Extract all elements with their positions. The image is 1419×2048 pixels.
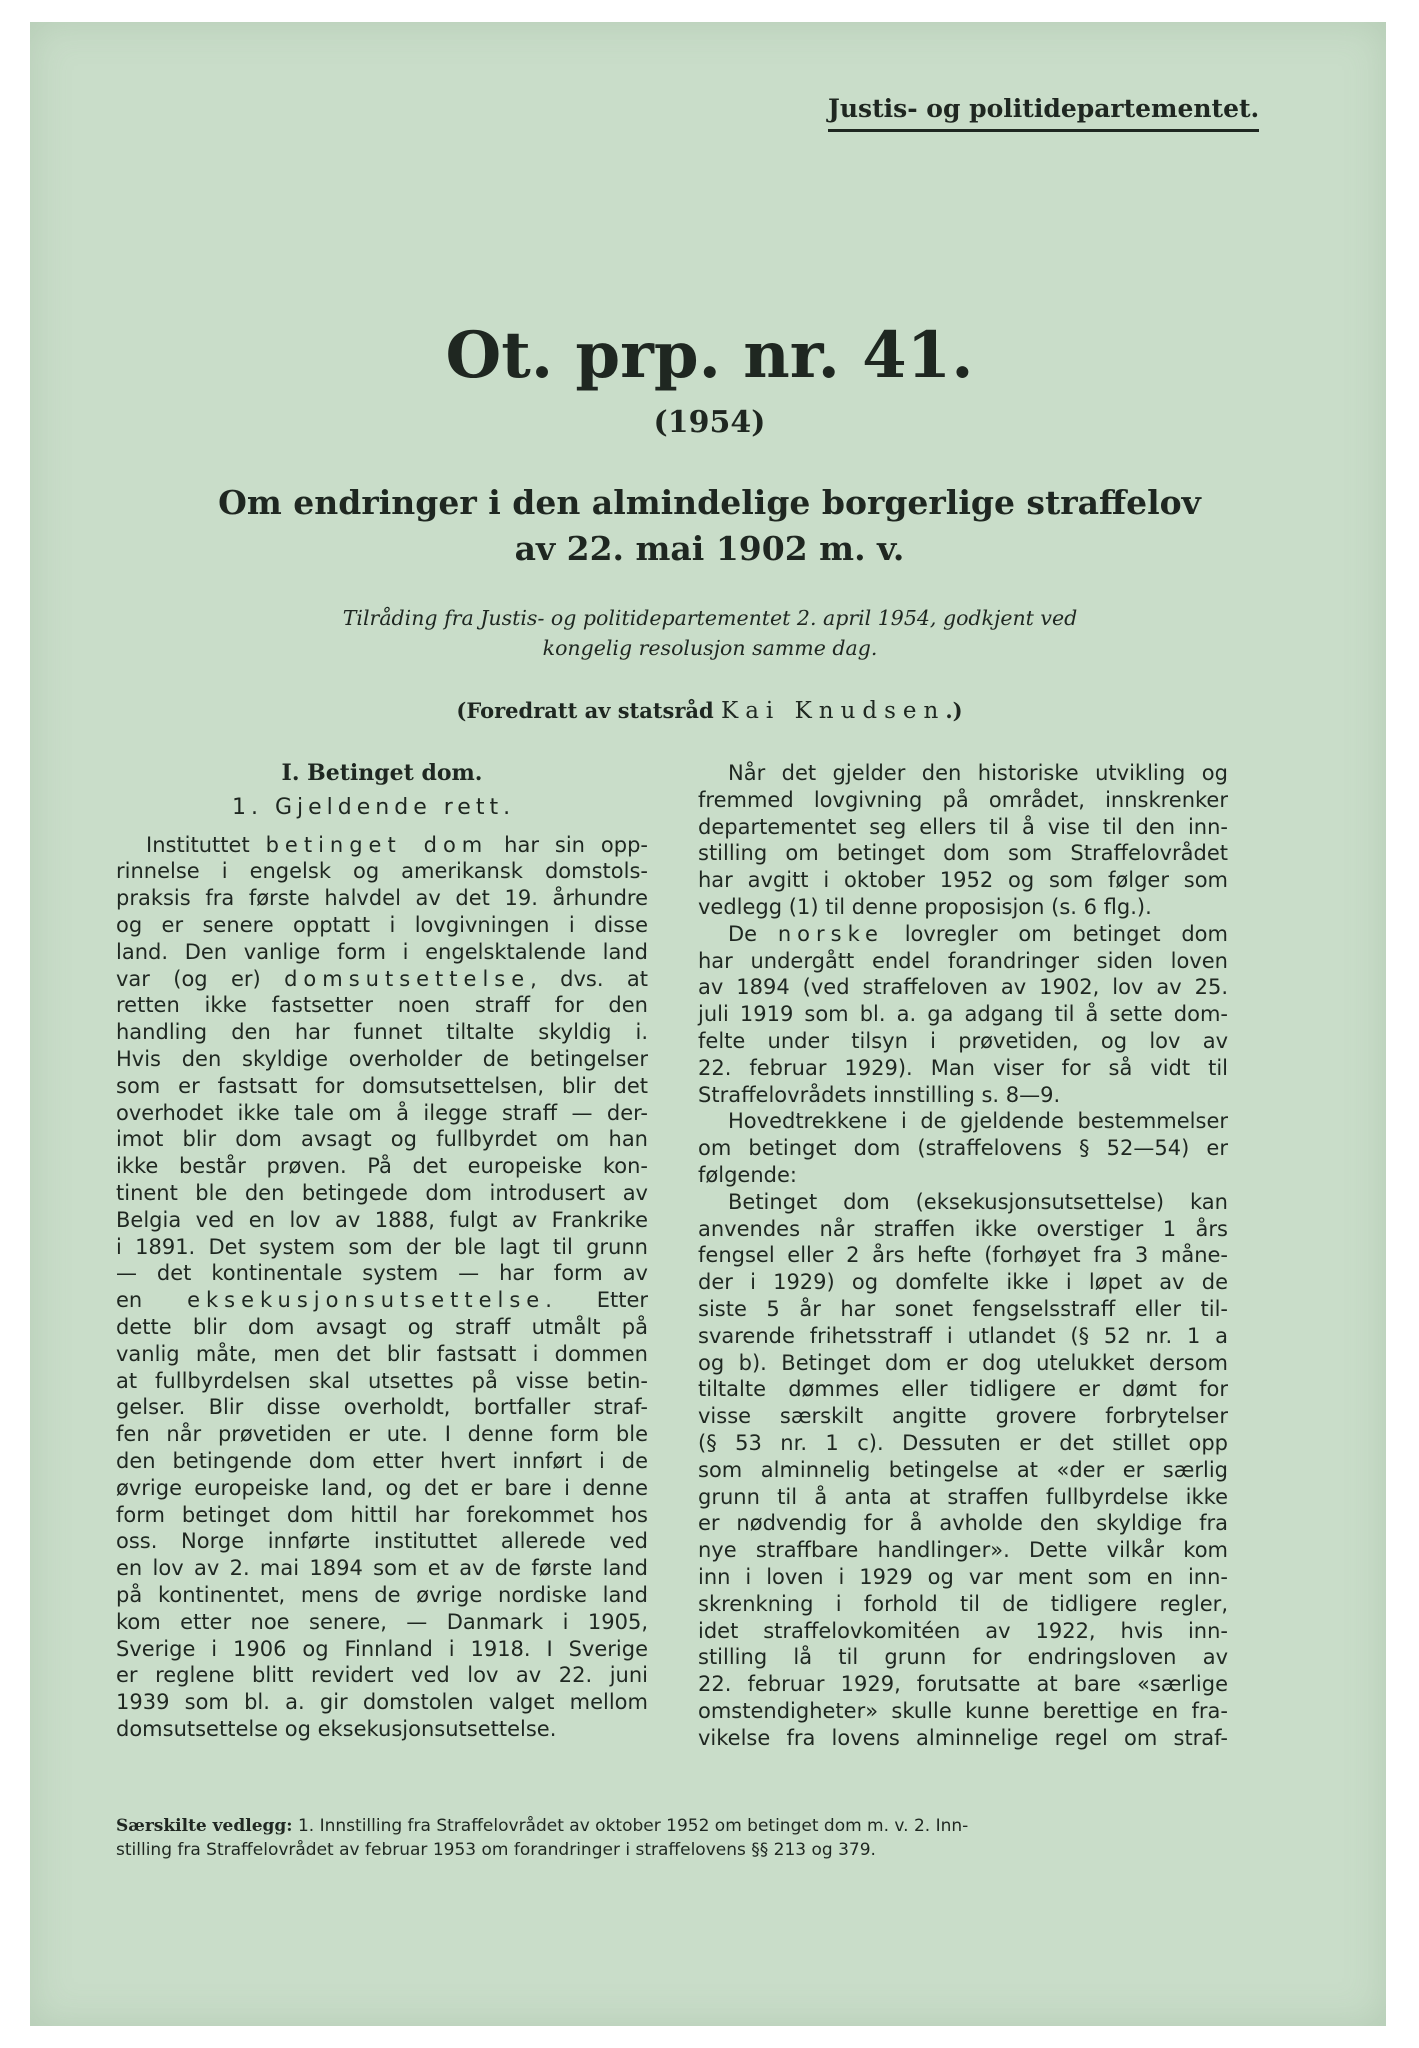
- footnote-label: Særskilte vedlegg:: [116, 1816, 293, 1836]
- emphasis-text: betinget dom: [265, 832, 489, 857]
- footnote-line: stilling fra Straffelovrådet av februar 1953 om forandringer i straffelovens §§ 213 og 379.: [116, 1840, 876, 1860]
- text-line: tiltalte dømmes eller tidligere er dømt for: [698, 1377, 1228, 1402]
- text-line: overhodet ikke tale om å ilegge straff — der-: [116, 1100, 648, 1125]
- text-line: felte under tilsyn i prøvetiden, og lov av: [698, 1028, 1228, 1053]
- document-year: (1954): [653, 405, 766, 440]
- text-line: idet straffelovkomitéen av 1922, hvis inn-: [698, 1618, 1228, 1643]
- text-line: om betinget dom (straffelovens § 52—54) er: [698, 1136, 1228, 1161]
- footnote-line: [116, 1814, 1228, 1838]
- left-column-body: [116, 832, 648, 1743]
- text-line: form betinget dom hittil har forekommet hos: [116, 1502, 648, 1527]
- recommendation-line: Tilråding fra Justis- og politidepartementet 2. april 1954, godkjent ved: [342, 606, 1078, 630]
- footnote: [116, 1814, 1228, 1862]
- section-heading: I. Betinget dom.: [281, 760, 483, 786]
- text-line: er reglene blitt revidert ved lov av 22. juni: [116, 1663, 648, 1688]
- text-line: [116, 1287, 648, 1314]
- text-line: Straffelovrådets innstilling s. 8—9.: [698, 1082, 1061, 1107]
- text-line: stilling lå til grunn for endringsloven av: [698, 1645, 1228, 1670]
- text-line: omstendigheter» skulle kunne berettige en fra-: [698, 1698, 1228, 1723]
- text-line: øvrige europeiske land, og det er bare i denne: [116, 1475, 648, 1500]
- text-span: var (og er): [116, 966, 285, 991]
- text-line: anvendes når straffen ikke overstiger 1 års: [698, 1216, 1228, 1241]
- text-line: og er senere opptatt i lovgivningen i disse: [116, 912, 648, 937]
- subtitle-line: av 22. mai 1902 m. v.: [514, 529, 905, 568]
- text-line: praksis fra første halvdel av det 19. århundre: [116, 886, 648, 911]
- presenter-prefix: (Foredratt av statsråd: [456, 698, 714, 723]
- text-line: kom etter noe senere, — Danmark i 1905,: [116, 1609, 648, 1634]
- text-line: 22. februar 1929). Man viser for så vidt til: [698, 1055, 1228, 1080]
- text-line: grunn til å anta at straffen fullbyrdelse ikke: [698, 1484, 1228, 1509]
- text-line: en lov av 2. mai 1894 som et av de første land: [116, 1556, 648, 1581]
- text-line: vedlegg (1) til denne proposisjon (s. 6 flg.).: [698, 894, 1152, 919]
- text-line: [116, 832, 648, 859]
- footnote-text: 1. Innstilling fra Straffelovrådet av oktober 1952 om betinget dom m. v. 2. Inn-: [297, 1816, 969, 1836]
- subsection-heading: 1. Gjeldende rett.: [232, 794, 516, 820]
- text-line: følgende:: [698, 1162, 797, 1187]
- left-column: [116, 760, 648, 1743]
- text-line: den betingende dom etter hvert innført i de: [116, 1448, 648, 1473]
- text-line: skrenkning i forhold til de tidligere regler,: [698, 1591, 1228, 1616]
- text-line: stilling om betinget dom som Straffelovrådet: [698, 841, 1228, 866]
- recommendation-line: kongelig resolusjon samme dag.: [542, 636, 878, 660]
- text-line: retten ikke fastsetter noen straff for den: [116, 993, 648, 1018]
- text-line: ikke består prøven. På det europeiske kon-: [116, 1154, 648, 1179]
- text-line: har undergått endel forandringer siden loven: [698, 948, 1228, 973]
- text-line: tinent ble den betingede dom introdusert av: [116, 1180, 648, 1205]
- text-line: [698, 921, 1228, 948]
- text-span: , dvs. at: [530, 966, 648, 991]
- text-line: som er fastsatt for domsutsettelsen, blir det: [116, 1073, 648, 1098]
- presenter-suffix: .): [945, 698, 963, 723]
- text-line: 1939 som bl. a. gir domstolen valget mellom: [116, 1690, 648, 1715]
- text-line: av 1894 (ved straffeloven av 1902, lov av 25.: [698, 975, 1228, 1000]
- text-line: rinnelse i engelsk og amerikansk domstols-: [116, 859, 648, 884]
- recommendation-note: [240, 603, 1180, 663]
- text-line: nye straffbare handlinger». Dette vilkår kom: [698, 1538, 1228, 1563]
- presenter-line: [0, 698, 1419, 724]
- text-line: juli 1919 som bl. a. ga adgang til å sette dom-: [698, 1002, 1228, 1027]
- emphasis-text: eksekusjonsutsettelse: [187, 1288, 546, 1313]
- text-line: Belgia ved en lov av 1888, fulgt av Frankrike: [116, 1207, 648, 1232]
- text-line: og b). Betinget dom er dog utelukket dersom: [698, 1350, 1228, 1375]
- ministry-header: Justis- og politidepartementet.: [828, 94, 1259, 132]
- text-line: — det kontinentale system — har form av: [116, 1261, 648, 1286]
- presenter-name: Kai Knudsen: [721, 698, 946, 724]
- text-line: departementet seg ellers til å vise til den inn-: [698, 814, 1228, 839]
- text-line: inn i loven i 1929 og var ment som en inn-: [698, 1564, 1228, 1589]
- text-span: lovregler om betinget dom: [883, 921, 1228, 946]
- right-column-body: [698, 760, 1228, 1751]
- text-line: har avgitt i oktober 1952 og som følger som: [698, 868, 1228, 893]
- document-title: Ot. prp. nr. 41.: [445, 318, 974, 393]
- text-line: [116, 966, 648, 993]
- text-line: vikelse fra lovens alminnelige regel om straf-: [698, 1725, 1228, 1750]
- text-line: visse særskilt angitte grovere forbrytelser: [698, 1404, 1228, 1429]
- text-line: på kontinentet, mens de øvrige nordiske land: [116, 1582, 648, 1607]
- text-line: dette blir dom avsagt og straff utmålt på: [116, 1314, 648, 1339]
- emphasis-text: domsutsettelse: [284, 966, 531, 991]
- text-line: fen når prøvetiden er ute. I denne form ble: [116, 1422, 648, 1447]
- text-line: der i 1929) og domfelte ikke i løpet av de: [698, 1270, 1228, 1295]
- text-line: at fullbyrdelsen skal utsettes på visse betin-: [116, 1368, 648, 1393]
- text-span: De: [728, 921, 778, 946]
- text-line: domsutsettelse og eksekusjonsutsettelse.: [116, 1716, 557, 1741]
- text-span: Instituttet: [146, 832, 266, 857]
- text-line: handling den har funnet tiltalte skyldig i.: [116, 1020, 648, 1045]
- text-line: land. Den vanlige form i engelsktalende land: [116, 939, 648, 964]
- text-line: vanlig måte, men det blir fastsatt i dommen: [116, 1341, 648, 1366]
- text-line: Hvis den skyldige overholder de betingelser: [116, 1046, 648, 1071]
- text-line: (§ 53 nr. 1 c). Dessuten er det stillet opp: [698, 1430, 1228, 1455]
- text-span: . Etter: [545, 1288, 648, 1313]
- text-line: Betinget dom (eksekusjonsutsettelse) kan: [728, 1189, 1228, 1214]
- emphasis-text: norske: [777, 921, 884, 946]
- text-line: fremmed lovgivning på området, innskrenker: [698, 787, 1228, 812]
- text-line: imot blir dom avsagt og fullbyrdet om han: [116, 1127, 648, 1152]
- text-line: i 1891. Det system som der ble lagt til grunn: [116, 1234, 648, 1259]
- text-line: Hovedtrekkene i de gjeldende bestemmelser: [728, 1109, 1228, 1134]
- text-line: Når det gjelder den historiske utvikling og: [728, 761, 1228, 785]
- right-column: [698, 760, 1228, 1751]
- text-line: oss. Norge innførte instituttet allerede ved: [116, 1529, 648, 1554]
- document-subtitle: [0, 480, 1419, 572]
- text-line: som alminnelig betingelse at «der er særlig: [698, 1457, 1228, 1482]
- text-line: siste 5 år har sonet fengselsstraff eller til-: [698, 1296, 1228, 1321]
- text-line: er nødvendig for å avholde den skyldige fra: [698, 1511, 1228, 1536]
- text-line: fengsel eller 2 års hefte (forhøyet fra 3 måne-: [698, 1243, 1228, 1268]
- text-line: svarende frihetsstraff i utlandet (§ 52 nr. 1 a: [698, 1323, 1228, 1348]
- text-span: har sin opp-: [488, 832, 648, 857]
- text-line: Sverige i 1906 og Finnland i 1918. I Sverige: [116, 1636, 648, 1661]
- text-line: gelser. Blir disse overholdt, bortfaller straf-: [116, 1395, 648, 1420]
- text-span: en: [116, 1288, 188, 1313]
- text-line: 22. februar 1929, forutsatte at bare «særlige: [698, 1672, 1228, 1697]
- subtitle-line: Om endringer i den almindelige borgerlige straffelov: [218, 483, 1201, 522]
